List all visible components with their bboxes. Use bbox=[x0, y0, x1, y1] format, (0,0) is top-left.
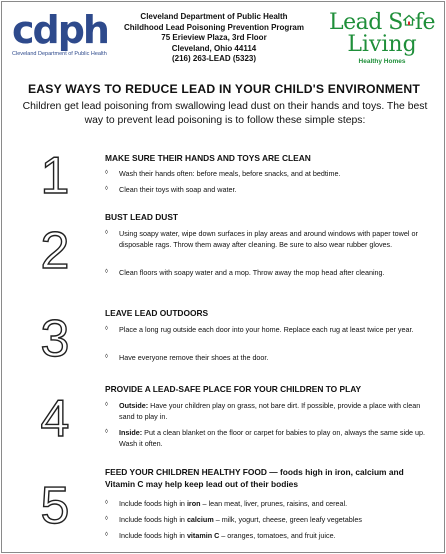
list-item: ◊ Include foods high in iron – lean meat, liver, prunes, raisins, and cereal. bbox=[105, 499, 348, 508]
diamond-bullet-icon: ◊ bbox=[105, 532, 108, 538]
list-item: ◊ Include foods high in vitamin C – oranges, tomatoes, and fruit juice. bbox=[105, 531, 336, 540]
diamond-bullet-icon: ◊ bbox=[105, 429, 108, 435]
list-item: ◊ Inside: Put a clean blanket on the floor or carpet for babies to play on, always the same side up. Wash it often. bbox=[105, 428, 426, 448]
address-org: Cleveland Department of Public Health bbox=[140, 12, 288, 21]
logo-lead-safe: Lead S fe bbox=[328, 10, 436, 35]
list-item: ◊ Place a long rug outside each door into your home. Replace each rug at least twice per year. bbox=[105, 325, 414, 334]
house-icon bbox=[403, 14, 415, 26]
logo-living: Living bbox=[347, 32, 417, 57]
diamond-bullet-icon: ◊ bbox=[105, 516, 108, 522]
step-number: 3 bbox=[40, 310, 70, 368]
step-number: 2 bbox=[40, 222, 70, 280]
address-block bbox=[114, 12, 314, 65]
address-program: Childhood Lead Poisoning Prevention Program bbox=[123, 22, 304, 32]
step-number: 1 bbox=[40, 147, 70, 205]
step-title: PROVIDE A LEAD-SAFE PLACE FOR YOUR CHILDREN TO PLAY bbox=[105, 384, 362, 394]
list-item: ◊ Have everyone remove their shoes at the door. bbox=[105, 353, 269, 362]
address-city: Cleveland, Ohio 44114 bbox=[171, 43, 257, 53]
intro-text: Children get lead poisoning from swallowing lead dust on their hands and toys. The best way to prevent lead poisoning is to follow these simple steps: bbox=[22, 101, 428, 126]
list-item: ◊ Using soapy water, wipe down surfaces in play areas and around windows with paper towel or disposable rags. Throw them away after cleaning. Be sure to also wear rubber gloves. bbox=[105, 229, 418, 249]
diamond-bullet-icon: ◊ bbox=[105, 269, 108, 275]
diamond-bullet-icon: ◊ bbox=[105, 500, 108, 506]
logo-tagline: Healthy Homes bbox=[358, 58, 406, 65]
cdph-logo-word: cdph bbox=[12, 8, 108, 52]
step-title: FEED YOUR CHILDREN HEALTHY FOOD — foods high in iron, calcium and Vitamin C may help keep lead out of their bodies bbox=[105, 467, 404, 489]
diamond-bullet-icon: ◊ bbox=[105, 354, 108, 360]
cdph-logo-subtitle: Cleveland Department of Public Health bbox=[12, 51, 107, 57]
diamond-bullet-icon: ◊ bbox=[105, 170, 108, 176]
diamond-bullet-icon: ◊ bbox=[105, 230, 108, 236]
lead-safe-living-logo bbox=[324, 12, 440, 65]
list-item: ◊ Clean floors with soapy water and a mop. Throw away the mop head after cleaning. bbox=[105, 268, 385, 277]
page-title: EASY WAYS TO REDUCE LEAD IN YOUR CHILD'S ENVIRONMENT bbox=[27, 82, 421, 96]
diamond-bullet-icon: ◊ bbox=[105, 186, 108, 192]
list-item: ◊ Wash their hands often: before meals, before snacks, and at bedtime. bbox=[105, 169, 341, 178]
step-title: BUST LEAD DUST bbox=[105, 212, 179, 222]
cdph-logo bbox=[12, 10, 108, 57]
diamond-bullet-icon: ◊ bbox=[105, 402, 108, 408]
flyer-page bbox=[1, 1, 445, 553]
step-number: 5 bbox=[40, 477, 70, 535]
list-item: ◊ Outside: Have your children play on grass, not bare dirt. If possible, provide a place with clean sand to play in. bbox=[105, 401, 421, 421]
diamond-bullet-icon: ◊ bbox=[105, 326, 108, 332]
list-item: ◊ Clean their toys with soap and water. bbox=[105, 185, 237, 194]
step-title: LEAVE LEAD OUTDOORS bbox=[105, 308, 209, 318]
step-title: MAKE SURE THEIR HANDS AND TOYS ARE CLEAN bbox=[105, 153, 311, 163]
list-item: ◊ Include foods high in calcium – milk, yogurt, cheese, green leafy vegetables bbox=[105, 515, 362, 524]
step-number: 4 bbox=[40, 390, 70, 448]
address-phone: (216) 263-LEAD (5323) bbox=[171, 54, 257, 64]
address-street: 75 Erieview Plaza, 3rd Floor bbox=[161, 33, 267, 43]
